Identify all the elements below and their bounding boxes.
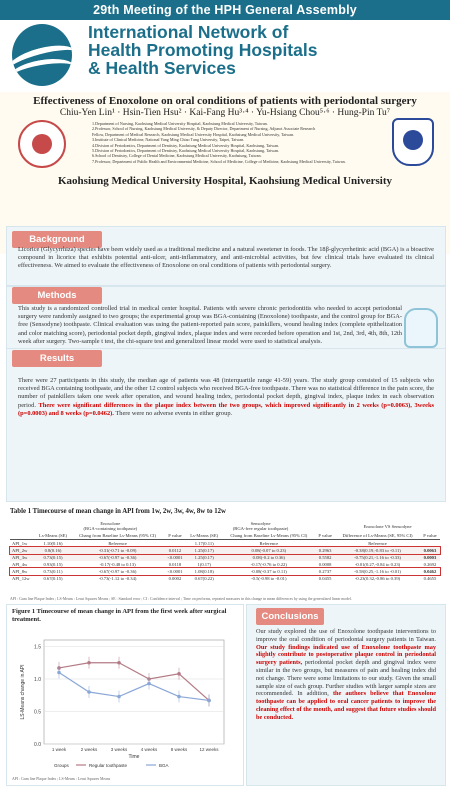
- table-cell: 0.0455: [318, 576, 332, 581]
- legend-label: Regular toothpaste: [89, 763, 128, 768]
- authors: Chiu-Yen Lin¹ · Hsin-Tien Hsu² · Kai-Fang Hu³·⁴ · Yu-Hsiang Chou⁵·⁶ · Hung-Pin Tu⁷: [59, 108, 391, 118]
- results-section: [6, 348, 446, 502]
- table-cell: -0.67(-0.97 to -0.36): [98, 555, 137, 560]
- col-header: Chang from Baseline Ls-Means (95% CI): [79, 533, 157, 538]
- col-header: P value: [423, 533, 437, 538]
- table-cell: [164, 540, 186, 548]
- table-cell: -0.67(-0.97 to -0.36): [98, 569, 137, 574]
- table-cell: 0.0118: [168, 562, 182, 567]
- table-header-row: [10, 532, 440, 540]
- affiliation: 5.Division of Periodontics, Department of Dentistry, Kaohsiung Medical University Hospital, Kaohsiung, Taiwan.: [92, 148, 280, 154]
- table-cell: -0.5(-0.98 to -0.01): [251, 576, 287, 581]
- affiliation: 2.Professor, School of Nursing, Kaohsiung Medical University, & Deputy Director, Department of Nursing, Adjunct Associate Research: [92, 126, 316, 132]
- table-cell: 1.17(0.11): [194, 541, 214, 546]
- table-cell: 0.8(0.16): [44, 548, 62, 553]
- figure-caption: Figure 1 Timecourse of mean change in API from the first week after surgical treatment.: [12, 608, 227, 623]
- row-label: API_2w: [12, 548, 28, 553]
- table-cell: <0.0001: [167, 555, 183, 560]
- table-cell: 0.4655: [423, 576, 437, 581]
- col-header: Difference of Ls-Means (SE, 95% CI): [342, 533, 413, 538]
- table-cell: 0.2737: [318, 569, 332, 574]
- background-label: Background: [12, 231, 102, 248]
- network-line-3: & Health Services: [88, 58, 236, 78]
- table-cell: 0.0112: [168, 548, 182, 553]
- affiliation: 1.Department of Nursing, Kaohsiung Medical University Hospital, Kaohsiung Medical University, Taiwan.: [92, 121, 268, 126]
- table-cell: -0.73(-1.12 to -0.34): [98, 576, 137, 581]
- results-highlight: There were significant differences in the plaque index between the two groups, which improved significantly in 2 weeks (p=0.0063), 3weeks (p=0.0003) and 8 weeks (p=0.0462).: [18, 401, 434, 417]
- table-cell: -0.75(0.21,-1.16 to -0.33): [354, 555, 401, 560]
- table-row: [10, 568, 440, 575]
- table-group-row: [10, 520, 440, 532]
- group-label: Enoxolone: [100, 521, 121, 526]
- y-tick-label: 0.5: [34, 709, 41, 716]
- conclusions-label: Conclusions: [256, 608, 324, 625]
- network-line-2: Health Promoting Hospitals: [88, 40, 318, 60]
- group-sub: (BGA-containing toothpaste): [83, 526, 138, 531]
- row-label: API_4w: [12, 562, 28, 567]
- x-tick-label: 4 weeks: [140, 747, 158, 752]
- hospital-crest-icon: [392, 118, 434, 166]
- table-cell: 1.25(0.17): [194, 548, 214, 553]
- affiliation: Fellow, Department of Medical Research, Kaohsiung Medical University Hospital, Kaohsiung Medical University, Taiwan.: [92, 131, 295, 137]
- plot-area: [44, 640, 224, 744]
- y-tick-label: 1.5: [34, 644, 41, 651]
- table-cell: 0.93(0.15): [43, 562, 63, 567]
- table-cell: 0.08(-0.2 to 0.36): [252, 555, 285, 560]
- table-cell: Reference: [259, 541, 279, 546]
- methods-text: This study is a randomized controlled trial in medical center hospital. Patients with severe chronic periodontitis who needed to accept periodontal surgery were randomly assigned to two groups; the experimental group was BGA-containing (Enoxolone) toothpaste, and the control group for BGA-free (Sensodyne) toothpaste. Clinical evaluation was using the patient-reported pain score, painkillers, wound healing index (complete epithelization and color matching score), periodontal pocket depth, gingival index, plaque index and were recorded before operation and 1st, 2nd, 3rd, 4th, 8th, 12th week after surgery. Two-sample t test, the chi-square test and generalized linear model were used to statistical analysis.: [18, 305, 402, 345]
- col-header: Ls-Means (SE): [39, 533, 67, 538]
- col-header: P value: [318, 533, 332, 538]
- table-row: [10, 540, 440, 548]
- table-cell: 0.2692: [423, 562, 437, 567]
- table-cell: 0.67(0.22): [194, 576, 214, 581]
- table-cell: -0.08(-0.37 to 0.11): [250, 569, 287, 574]
- conference-title: 29th Meeting of the HPH General Assembly: [93, 3, 357, 17]
- x-tick-label: 12 weeks: [199, 747, 219, 752]
- table-cell: [315, 540, 335, 548]
- conclusions-part: Our study explored the use of Enoxolone toothpaste interventions to improve the oral condition of periodontal surgery patients in Taiwan.: [256, 628, 436, 643]
- hph-logo-icon: [12, 24, 72, 86]
- table-cell: 0.0003: [423, 555, 437, 560]
- table-cell: [420, 540, 440, 548]
- row-label: API_8w: [12, 569, 28, 574]
- table-cell: 1(0.17): [197, 562, 211, 567]
- affiliation: 7.Professor, Department of Public Health and Environmental Medicine, School of Medicine, College of Medicine, Kaohsiung Medical University, Taiwan.: [92, 158, 346, 164]
- table-cell: <0.0001: [167, 569, 183, 574]
- col-header: P value: [168, 533, 182, 538]
- table-caption: Table 1 Timecourse of mean change in API from 1w, 2w, 3w, 4w, 8w to 12w: [10, 508, 226, 515]
- results-label: Results: [12, 350, 102, 367]
- network-name: [88, 23, 317, 77]
- col-header: Ls-Means (SE): [190, 533, 219, 538]
- x-axis-label: Time: [128, 754, 140, 760]
- conference-banner: [0, 0, 450, 20]
- table-cell: -0.38(0.19,-0.83 to -0.11): [354, 548, 401, 553]
- table-row: [10, 575, 440, 582]
- table-body: [10, 540, 440, 583]
- row-label: API_12w: [12, 576, 30, 581]
- table-cell: 1.25(0.17): [194, 555, 214, 560]
- x-tick-label: 3 weeks: [110, 747, 128, 752]
- results-main: There were 27 participants in this study, the median age of patients was 48 (interquartile range 41-59) years. The study group consisted of 15 subjects who received BGA containing toothpaste, and the other 12 control subjects who received BGA-free toothpaste. There was no statistical difference in the pain score, the number of painkillers taken one week after operation, and wound healing index, periodontal pocket depth, gingival index, plaque index in each observation period.: [18, 377, 434, 409]
- methods-label: Methods: [12, 287, 102, 304]
- table-footnote: API : Gum line Plaque Index ; LS-Means : Least Squares Means ; SE : Standard error ; CI : Confidence interval ; Time on performs, repeated measures in this change in mean differences by using the generalized linear model.: [10, 597, 352, 601]
- x-tick-label: 8 weeks: [170, 747, 188, 752]
- table-cell: -0.17(-0.48 to 0.13): [99, 562, 136, 567]
- y-axis-label: LS-Means change in API: [20, 664, 26, 720]
- tooth-icon: [404, 308, 438, 348]
- affiliation: 4.Division of Periodontics, Department of Dentistry, Kaohsiung Medical University Hospital, Kaohsiung, Taiwan.: [92, 142, 280, 148]
- table-cell: 1.10(0.16): [43, 541, 63, 546]
- api-table: [10, 520, 440, 582]
- hospital-name: Kaohsiung Medical University Hospital, Kaohsiung Medical University: [58, 175, 392, 187]
- conclusions-text: [256, 628, 436, 722]
- table-cell: 0.0063: [423, 548, 437, 553]
- table-cell: 1.08(0.18): [194, 569, 214, 574]
- table-row: [10, 547, 440, 554]
- table-cell: 0.0008: [318, 562, 332, 567]
- network-header: [0, 20, 450, 92]
- table-row: [10, 561, 440, 568]
- y-tick-label: 0.0: [34, 742, 41, 748]
- legend-label: BGA: [159, 763, 169, 768]
- row-label: API_3w: [12, 555, 28, 560]
- table-cell: Reference: [368, 541, 387, 546]
- group-sensodyne: [186, 520, 335, 532]
- table-cell: 0.2963: [318, 548, 332, 553]
- table-cell: 0.08(-0.07 to 0.23): [251, 548, 287, 553]
- affiliation: 6.School of Dentistry, College of Dental Medicine, Kaohsiung Medical University, Kaohsiung, Taiwan.: [92, 153, 262, 159]
- table-row: [10, 554, 440, 561]
- table-cell: -0.23(0.32,-0.86 to 0.39): [354, 576, 401, 581]
- table-cell: 0.0002: [168, 576, 182, 581]
- conclusions-highlight: Our study findings indicated use of Enoxolone toothpaste may slightly contribute to postoperative plaque control in periodontal surgery patients,: [256, 643, 436, 667]
- group-compare: Enoxolone VS Sensodyne: [363, 523, 412, 529]
- group-label: Sensodyne: [250, 521, 271, 526]
- poster-title: Effectiveness of Enoxolone on oral conditions of patients with periodontal surgery: [33, 95, 417, 107]
- university-logo-icon: [18, 120, 66, 168]
- conclusions-part: periodontal pocket depth and gingival index were similar in the two groups, but measures of pain and healing index did not change. There were some limitations to our study. Given the small sample size of each group. Further studies with larger sample sizes are recommended. In addition,: [256, 659, 437, 698]
- results-text: [18, 377, 434, 418]
- x-tick-label: 1 week: [51, 747, 67, 752]
- table-cell: -0.58(0.25,-1.16 to -0.01): [354, 569, 401, 574]
- table-cell: 0.5582: [318, 555, 332, 560]
- table-cell: 0.67(0.15): [43, 576, 63, 581]
- conclusions-highlight: the authors believe that Enoxolone toothpaste can be applied to oral cancer patients to improve the cleaning effect of the mouth, and suggest that future studies should be conducted.: [256, 690, 436, 721]
- col-header: Chang from Baseline Ls-Means (95% CI): [230, 533, 308, 538]
- api-line-chart: [14, 632, 234, 772]
- network-line-1: International Network of: [88, 22, 289, 42]
- table-cell: 0.0462: [423, 569, 437, 574]
- table-cell: -0.01(0.27,-0.84 to 0.23): [354, 562, 401, 567]
- group-sub: (BGA-free regular toothpaste): [232, 526, 289, 531]
- legend-title: Groups: [54, 763, 69, 768]
- row-label: API_1w: [12, 541, 28, 546]
- affiliations: [92, 121, 392, 164]
- y-tick-label: 1.0: [34, 677, 41, 683]
- table-cell: 0.73(0.15): [43, 555, 63, 560]
- background-text: Licorice (Glycyrrhiza) species have been widely used as a traditional medicine and a natural sweetener in foods. The 18β-glycyrrhetinic acid (BGA) is a bioactive compound in licorice that exhibits potential anti-ulcer, anti-inflammatory, and anti-microbial activities, but few clinical trials have evaluated its clinical effectiveness. We aimed to evaluate the effectiveness of Enoxolone on oral conditions of patients with periodontal surgery.: [18, 246, 434, 270]
- figure-footnote: API : Gum line Plaque Index ; LS-Means : Least Squares Means: [12, 777, 111, 781]
- table-cell: -0.17(-0.76 to 0.22): [250, 562, 287, 567]
- group-enoxolone: [35, 520, 186, 532]
- table-cell: 0.73(0.11): [43, 569, 63, 574]
- results-tail: There were no adverse events in either group.: [115, 409, 233, 417]
- table-cell: Reference: [108, 541, 127, 546]
- x-tick-label: 2 weeks: [80, 747, 98, 752]
- affiliation: 3.Institute of Clinical Medicine, National Yang Ming Chiao Tung University, Taipei, Taiwan.: [92, 137, 245, 143]
- table-cell: -0.31(-0.71 to -0.09): [98, 548, 137, 553]
